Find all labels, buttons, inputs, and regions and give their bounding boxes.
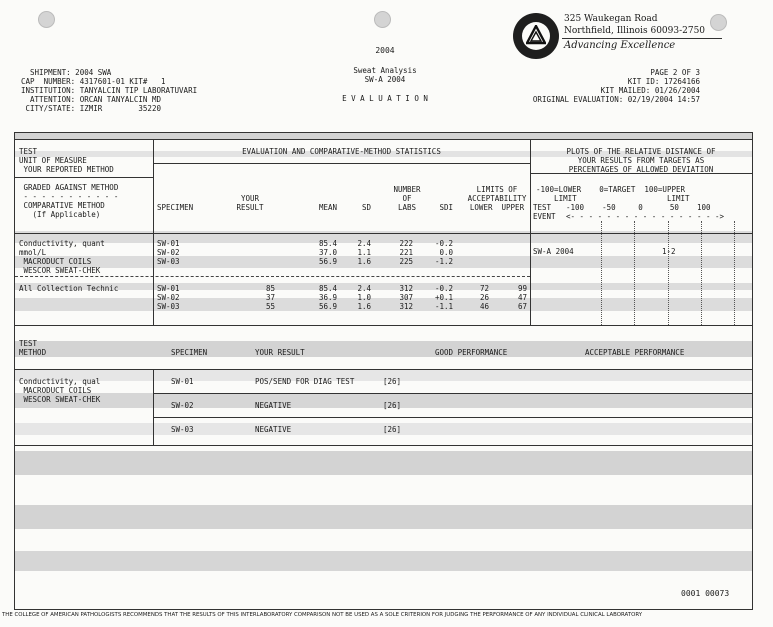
report-frame <box>14 132 753 610</box>
address-line-1: 325 Waukegan Road <box>564 14 658 24</box>
row-labs: 312 <box>399 302 413 311</box>
block2-method-label: All Collection Technic <box>19 284 119 293</box>
report-type: E V A L U A T I O N <box>342 94 428 103</box>
plot-scale-labels: -100=LOWER 0=TARGET 100=UPPER <box>536 185 686 194</box>
kit-info-block <box>470 68 700 104</box>
row-labs: 312 <box>399 284 413 293</box>
row-sd: 1.6 <box>357 257 371 266</box>
punch-hole <box>710 14 727 31</box>
plot-arrow: <- - - - - - - - - - - - - - - - -> <box>566 212 725 221</box>
plot-event-label: SW-A 2004 <box>533 247 574 256</box>
row-specimen: SW-01 <box>157 284 180 293</box>
tagline: Advancing Excellence <box>564 40 676 51</box>
row-lower: 46 <box>479 302 489 311</box>
row-sd: 1.0 <box>357 293 371 302</box>
plot-test-event-label: TEST EVENT <box>533 203 556 221</box>
row-labs: 221 <box>399 248 413 257</box>
row-specimen: SW-02 <box>157 293 180 302</box>
qual-row-code: [26] <box>383 377 402 386</box>
row-sdi: 0.0 <box>439 248 453 257</box>
row-sd: 1.1 <box>357 248 371 257</box>
row-labs: 222 <box>399 239 413 248</box>
kit-info-line: ORIGINAL EVALUATION: 02/19/2004 14:57 <box>532 95 700 104</box>
row-upper: 47 <box>517 293 527 302</box>
program-code: SW-A 2004 <box>364 75 406 84</box>
col-result-header: YOUR RESULT <box>236 194 264 212</box>
qual-acceptable-header: ACCEPTABLE PERFORMANCE <box>585 348 685 357</box>
institution-line: ATTENTION: ORCAN TANYALCIN MD <box>21 95 161 104</box>
report-year: 2004 <box>375 46 395 55</box>
eval-stats-title: EVALUATION AND COMPARATIVE-METHOD STATISTICS <box>242 147 441 156</box>
address-line-2: Northfield, Illinois 60093-2750 <box>564 26 706 36</box>
qual-good-header: GOOD PERFORMANCE <box>435 348 508 357</box>
row-mean: 36.9 <box>318 293 337 302</box>
program-name: Sweat Analysis <box>353 66 417 75</box>
row-mean: 37.0 <box>318 248 337 257</box>
row-sdi: -1.2 <box>434 257 453 266</box>
row-labs: 225 <box>399 257 413 266</box>
kit-info-line: KIT MAILED: 01/26/2004 <box>600 86 700 95</box>
row-sdi: +0.1 <box>434 293 453 302</box>
qual-row-specimen: SW-01 <box>171 377 194 386</box>
institution-line: INSTITUTION: TANYALCIN TIP LABORATUVARI <box>21 86 198 95</box>
kit-info-line: PAGE 2 OF 3 <box>650 68 700 77</box>
punch-hole <box>38 11 55 28</box>
qual-test-label: Conductivity, qual MACRODUCT COILS WESCOR SWEAT-CHEK <box>19 377 101 404</box>
col-specimen-header: SPECIMEN <box>157 203 194 212</box>
row-specimen: SW-03 <box>157 302 180 311</box>
cap-logo-icon <box>513 13 559 59</box>
row-specimen: SW-02 <box>157 248 180 257</box>
qual-row-specimen: SW-02 <box>171 401 194 410</box>
punch-hole <box>374 11 391 28</box>
plot-title: PLOTS OF THE RELATIVE DISTANCE OF YOUR RESULTS FROM TARGETS AS PERCENTAGES OF ALLOWED DEVIATION <box>566 147 716 174</box>
row-sd: 2.4 <box>357 239 371 248</box>
page-code: 0001 00073 <box>681 589 730 598</box>
row-specimen: SW-01 <box>157 239 180 248</box>
institution-line: CAP NUMBER: 4317601-01 KIT# 1 <box>21 77 166 86</box>
stats-test-header: TEST UNIT OF MEASURE YOUR REPORTED METHOD <box>19 147 114 174</box>
plot-scale-numbers: -100 -50 0 50 100 <box>566 203 711 212</box>
col-limits-header: LIMITS OF ACCEPTABILITY LOWER UPPER <box>467 185 527 212</box>
footer-disclaimer: THE COLLEGE OF AMERICAN PATHOLOGISTS RECOMMENDS THAT THE RESULTS OF THIS INTERLABORATORY COMPARISON NOT BE USED AS A SOLE CRITERION FOR JUDGING THE PERFORMANCE OF ANY INDIVIDUAL CLINICAL LABORATORY <box>2 612 643 618</box>
qual-row-specimen: SW-03 <box>171 425 194 434</box>
row-upper: 99 <box>517 284 527 293</box>
stats-graded-header: GRADED AGAINST METHOD - - - - - - - - - - - COMPARATIVE METHOD (If Applicable) <box>23 183 119 219</box>
row-lower: 26 <box>479 293 489 302</box>
row-labs: 307 <box>399 293 413 302</box>
institution-line: CITY/STATE: IZMIR 35220 <box>21 104 161 113</box>
row-result: 37 <box>265 293 275 302</box>
qual-result-header: YOUR RESULT <box>255 348 305 357</box>
col-sdi-header: SDI <box>439 203 453 212</box>
plot-marker: 1-2 <box>662 247 676 256</box>
qual-specimen-header: SPECIMEN <box>171 348 208 357</box>
qual-row-result: POS/SEND FOR DIAG TEST <box>255 377 355 386</box>
row-result: 85 <box>265 284 275 293</box>
row-result: 55 <box>265 302 275 311</box>
row-mean: 56.9 <box>318 257 337 266</box>
plot-scale-limit: LIMIT LIMIT <box>536 194 690 203</box>
row-mean: 85.4 <box>318 239 337 248</box>
col-labs-header: NUMBER OF LABS <box>393 185 421 212</box>
qual-row-code: [26] <box>383 401 402 410</box>
row-sdi: -0.2 <box>434 239 453 248</box>
row-sdi: -1.1 <box>434 302 453 311</box>
row-sdi: -0.2 <box>434 284 453 293</box>
qual-test-method-header: TEST METHOD <box>19 339 47 357</box>
col-sd-header: SD <box>361 203 371 212</box>
institution-block <box>21 68 197 113</box>
row-upper: 67 <box>517 302 527 311</box>
row-specimen: SW-03 <box>157 257 180 266</box>
institution-line: SHIPMENT: 2004 SWA <box>21 68 112 77</box>
qual-row-result: NEGATIVE <box>255 425 292 434</box>
row-sd: 1.6 <box>357 302 371 311</box>
row-lower: 72 <box>479 284 489 293</box>
row-mean: 56.9 <box>318 302 337 311</box>
qual-row-code: [26] <box>383 425 402 434</box>
col-mean-header: MEAN <box>318 203 337 212</box>
row-mean: 85.4 <box>318 284 337 293</box>
block1-test-label: Conductivity, quant mmol/L MACRODUCT COILS WESCOR SWEAT-CHEK <box>19 239 105 275</box>
row-sd: 2.4 <box>357 284 371 293</box>
kit-info-line: KIT ID: 17264166 <box>627 77 700 86</box>
qual-row-result: NEGATIVE <box>255 401 292 410</box>
